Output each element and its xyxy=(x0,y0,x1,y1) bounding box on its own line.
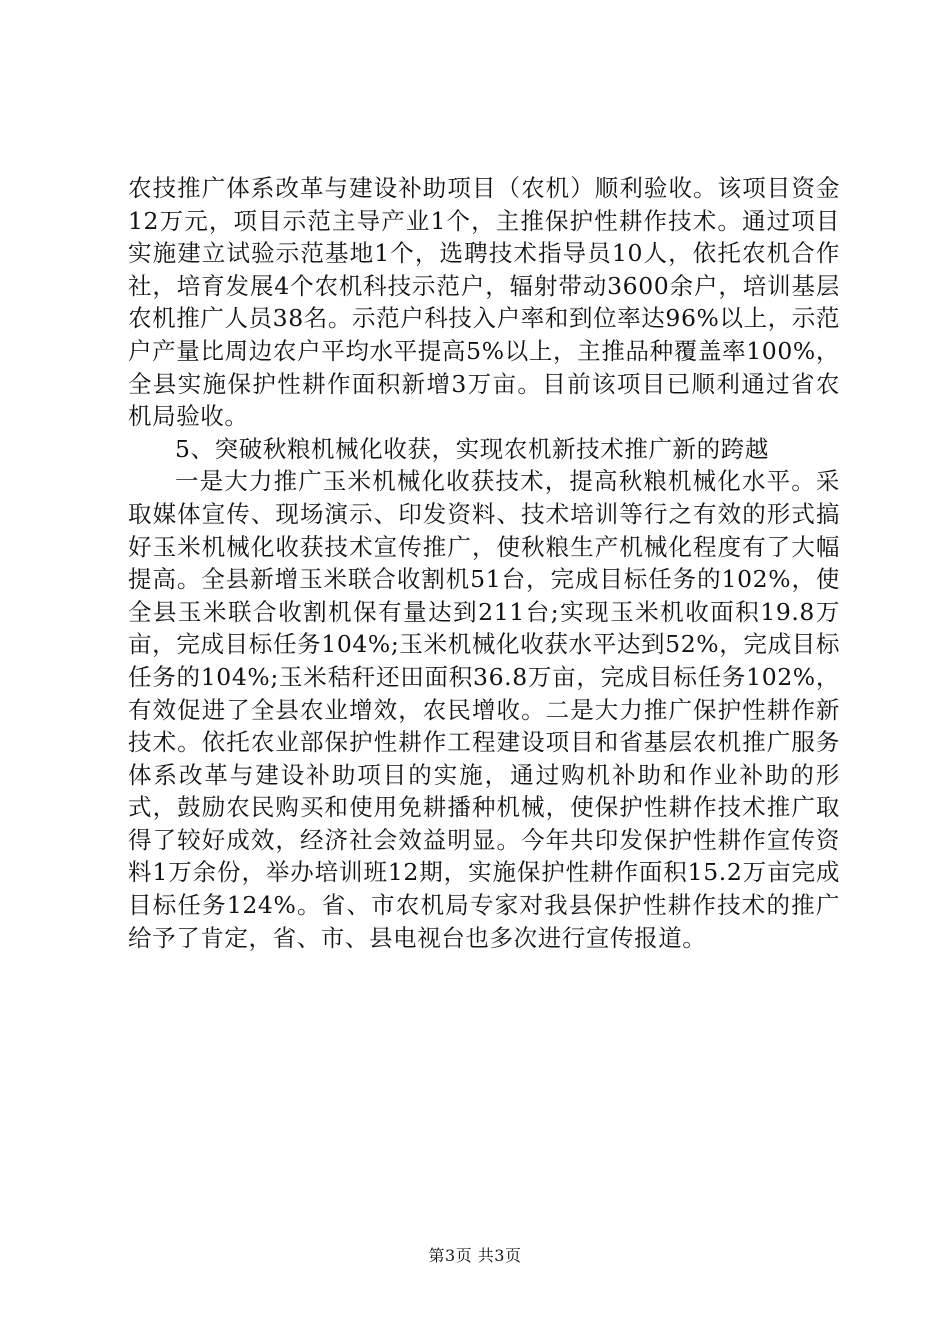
paragraph-mechanization-details: 一是大力推广玉米机械化收获技术，提高秋粮机械化水平。采取媒体宣传、现场演示、印发资料、技术培训等行之有效的形式搞好玉米机械化收获技术宣传推广，使秋粮生产机械化程度有了大幅提高。全县新增玉米联合收割机51台，完成目标任务的102%，使全县玉米联合收割机保有量达到211台;实现玉米机收面积19.8万亩，完成目标任务104%;玉米机械化收获水平达到52%，完成目标任务的104%;玉米秸秆还田面积36.8万亩，完成目标任务102%，有效促进了全县农业增效，农民增收。二是大力推广保护性耕作新技术。依托农业部保护性耕作工程建设项目和省基层农机推广服务体系改革与建设补助项目的实施，通过购机补助和作业补助的形式，鼓励农民购买和使用免耕播种机械，使保护性耕作技术推广取得了较好成效，经济社会效益明显。今年共印发保护性耕作宣传资料1万余份，举办培训班12期，实施保护性耕作面积15.2万亩完成目标任务124%。省、市农机局专家对我县保护性耕作技术的推广给予了肯定，省、市、县电视台也多次进行宣传报道。 xyxy=(128,467,840,952)
page-footer: 第3页 共3页 xyxy=(428,1246,522,1265)
document-body xyxy=(128,172,840,954)
section-heading-autumn-harvest: 5、突破秋粮机械化收获，实现农机新技术推广新的跨越 xyxy=(175,434,769,463)
paragraph-project-acceptance: 农技推广体系改革与建设补助项目（农机）顺利验收。该项目资金12万元，项目示范主导产业1个，主推保护性耕作技术。通过项目实施建立试验示范基地1个，选聘技术指导员10人，依托农机合作社，培育发展4个农机科技示范户，辐射带动3600余户，培训基层农机推广人员38名。示范户科技入户率和到位率达96%以上，示范户产量比周边农户平均水平提高5%以上，主推品种覆盖率100%，全县实施保护性耕作面积新增3万亩。目前该项目已顺利通过省农机局验收。 xyxy=(128,174,840,431)
